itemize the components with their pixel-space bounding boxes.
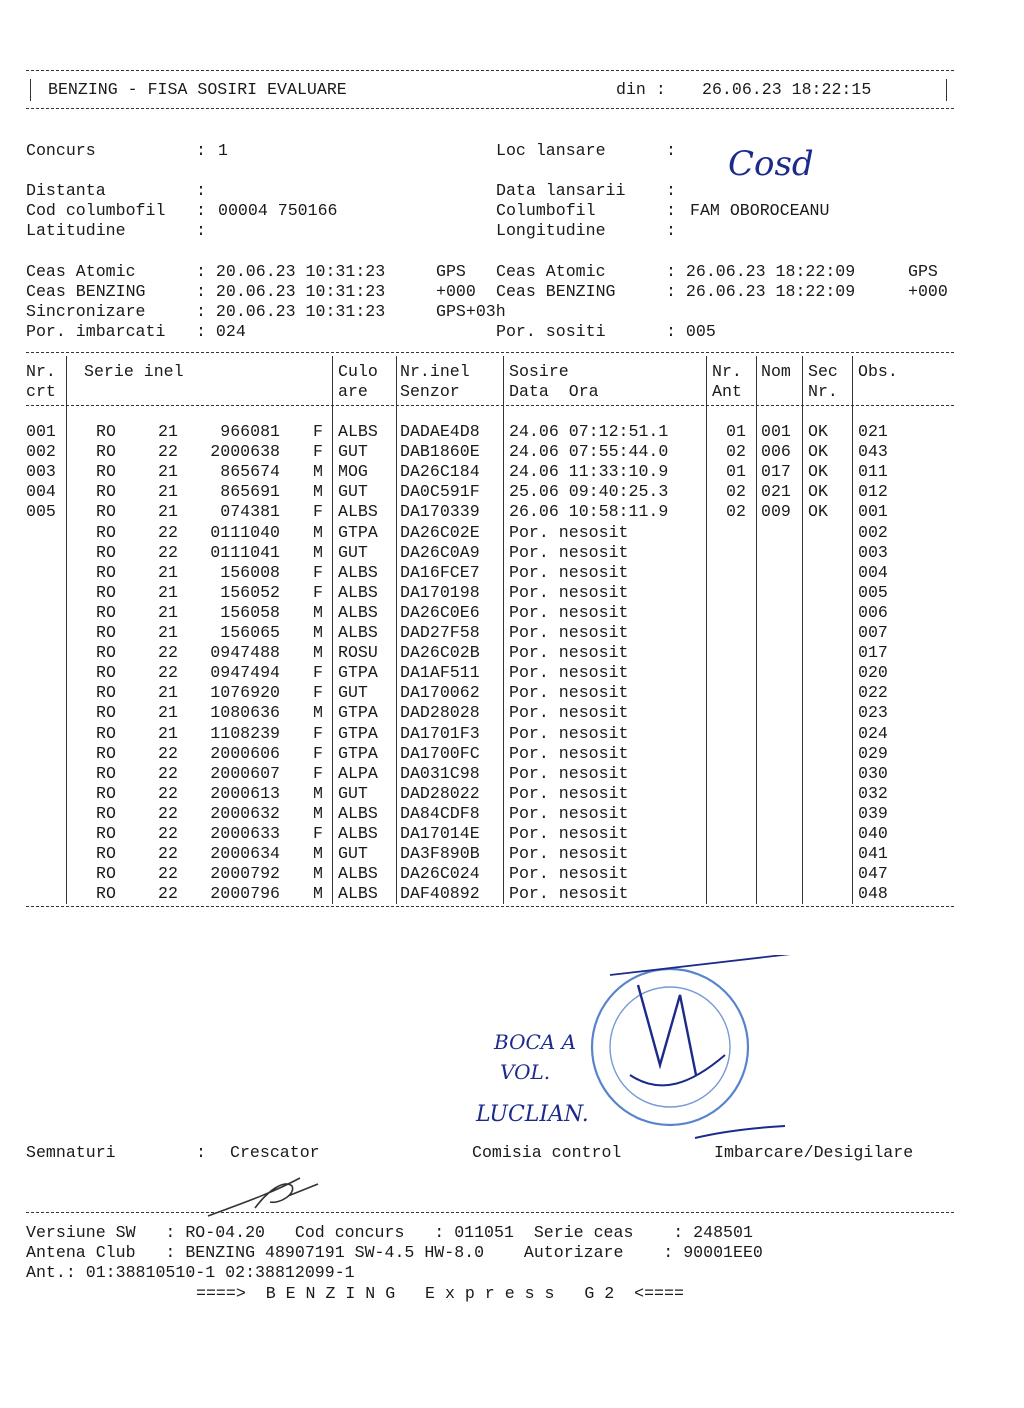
table-header: Nr.	[712, 362, 742, 381]
row-sex: M	[313, 522, 323, 542]
info-sep: :	[196, 141, 206, 160]
row-ring: 2000638	[210, 442, 280, 462]
table-header: Sosire	[509, 362, 569, 381]
clock-label: Por. sositi	[496, 322, 606, 341]
table-header: Ant	[712, 382, 742, 401]
table-header: Culo	[338, 362, 378, 381]
row-ring: 865691	[220, 482, 280, 502]
row-country: RO	[96, 824, 116, 843]
row-color: GUT	[338, 442, 368, 462]
row-ring: 865674	[220, 462, 280, 482]
row-sensor: DA1700FC	[400, 743, 480, 763]
table-column-divider	[66, 356, 67, 904]
info-sep: :	[666, 221, 676, 240]
header-right-border	[946, 79, 947, 101]
row-color: GTPA	[338, 703, 378, 723]
table-column-divider	[852, 356, 853, 904]
row-country: RO	[96, 422, 116, 441]
clock-label: Ceas Atomic	[496, 262, 606, 281]
row-sensor: DA170062	[400, 683, 480, 703]
info-sep: :	[666, 181, 676, 200]
table-rule	[26, 352, 954, 353]
row-arrival: Por. nesosit	[509, 542, 629, 562]
row-sensor: DA26C02E	[400, 522, 480, 542]
row-arrival: Por. nesosit	[509, 783, 629, 803]
row-country: RO	[96, 623, 116, 642]
clock-label: Por. imbarcati	[26, 322, 166, 341]
row-country: RO	[96, 683, 116, 703]
row-color: ALBS	[338, 422, 378, 441]
row-nom: 001	[761, 422, 791, 441]
row-arrival: Por. nesosit	[509, 864, 629, 884]
row-obs: 021	[858, 422, 888, 441]
row-sensor: DA1AF511	[400, 663, 480, 683]
table-header: crt	[26, 382, 56, 401]
row-obs: 029	[858, 743, 888, 763]
clock-label: Ceas BENZING	[26, 282, 146, 301]
row-obs: 022	[858, 683, 888, 703]
row-color: ALBS	[338, 623, 378, 642]
footer-brand: ====> B E N Z I N G E x p r e s s G 2 <====	[196, 1284, 684, 1303]
row-color: ALBS	[338, 502, 378, 522]
row-ring: 2000606	[210, 743, 280, 763]
row-country: RO	[96, 542, 116, 562]
row-color: GTPA	[338, 743, 378, 763]
row-color: GTPA	[338, 723, 378, 743]
handwritten-name-1: BOCA A	[494, 1030, 577, 1054]
row-sex: M	[313, 844, 323, 864]
clock-value: : 005	[666, 322, 716, 341]
table-header: Obs.	[858, 362, 898, 381]
row-obs: 012	[858, 482, 888, 502]
info-sep: :	[196, 181, 206, 200]
row-arrival: Por. nesosit	[509, 723, 629, 743]
info-label: Data lansarii	[496, 181, 626, 200]
row-obs: 023	[858, 703, 888, 723]
row-sensor: DA17014E	[400, 824, 480, 843]
row-sensor: DA26C184	[400, 462, 480, 482]
row-arrival: Por. nesosit	[509, 884, 629, 904]
row-color: ALBS	[338, 884, 378, 904]
row-year: 22	[158, 884, 178, 904]
row-color: ALBS	[338, 602, 378, 622]
imbarcare-label: Imbarcare/Desigilare	[714, 1143, 914, 1162]
row-sex: M	[313, 623, 323, 642]
row-arrival: 25.06 09:40:25.3	[509, 482, 669, 502]
row-country: RO	[96, 783, 116, 803]
row-nr: 003	[26, 462, 56, 482]
row-country: RO	[96, 763, 116, 783]
table-column-divider	[503, 356, 504, 904]
row-country: RO	[96, 703, 116, 723]
signatures-label: Semnaturi	[26, 1143, 116, 1162]
row-year: 22	[158, 783, 178, 803]
info-label: Longitudine	[496, 221, 606, 240]
row-year: 22	[158, 643, 178, 663]
info-sep: :	[666, 201, 676, 220]
info-value: FAM OBOROCEANU	[690, 201, 830, 220]
row-sensor: DA16FCE7	[400, 562, 480, 582]
row-arrival: Por. nesosit	[509, 602, 629, 622]
row-year: 22	[158, 522, 178, 542]
footer-line-1: Versiune SW : RO-04.20 Cod concurs : 011051 Serie ceas : 248501	[26, 1223, 753, 1242]
row-arrival: Por. nesosit	[509, 562, 629, 582]
info-value: 1	[218, 141, 228, 160]
row-obs: 003	[858, 542, 888, 562]
row-arrival: Por. nesosit	[509, 683, 629, 703]
row-arrival: Por. nesosit	[509, 824, 629, 843]
row-sex: M	[313, 542, 323, 562]
row-obs: 047	[858, 864, 888, 884]
row-arrival: 24.06 11:33:10.9	[509, 462, 669, 482]
table-rule	[26, 906, 954, 907]
row-arrival: Por. nesosit	[509, 582, 629, 602]
clock-value: : 20.06.23 10:31:23	[196, 282, 386, 301]
row-sensor: DAD27F58	[400, 623, 480, 642]
row-country: RO	[96, 864, 116, 884]
row-sensor: DAD28028	[400, 703, 480, 723]
row-arrival: Por. nesosit	[509, 643, 629, 663]
info-label: Distanta	[26, 181, 106, 200]
row-color: GUT	[338, 482, 368, 502]
clock-suffix: GPS	[908, 262, 938, 281]
row-sensor: DA031C98	[400, 763, 480, 783]
clock-value: : 024	[196, 322, 246, 341]
table-header: Nr.	[26, 362, 56, 381]
row-color: ALPA	[338, 763, 378, 783]
row-sensor: DADAE4D8	[400, 422, 480, 441]
signature-crescator	[200, 1168, 330, 1224]
table-header: Nom	[761, 362, 791, 381]
table-column-divider	[802, 356, 803, 904]
row-ring: 2000792	[210, 864, 280, 884]
clock-suffix: GPS+03h	[436, 302, 506, 321]
row-year: 22	[158, 864, 178, 884]
row-ring: 156065	[220, 623, 280, 642]
row-color: GUT	[338, 844, 368, 864]
table-header: Nr.	[808, 382, 838, 401]
row-arrival: 24.06 07:12:51.1	[509, 422, 669, 441]
row-ring: 2000634	[210, 844, 280, 864]
clock-label: Ceas Atomic	[26, 262, 136, 281]
row-ring: 1076920	[210, 683, 280, 703]
row-color: GTPA	[338, 522, 378, 542]
row-sensor: DA26C0A9	[400, 542, 480, 562]
table-rule	[26, 405, 954, 406]
row-nom: 006	[761, 442, 791, 462]
row-country: RO	[96, 803, 116, 823]
row-ring: 0947488	[210, 643, 280, 663]
row-country: RO	[96, 502, 116, 522]
row-country: RO	[96, 723, 116, 743]
row-year: 21	[158, 422, 178, 441]
row-antenna: 02	[726, 442, 746, 462]
row-obs: 004	[858, 562, 888, 582]
row-year: 21	[158, 502, 178, 522]
clock-suffix: +000	[908, 282, 948, 301]
row-nom: 009	[761, 502, 791, 522]
row-year: 22	[158, 542, 178, 562]
row-ring: 156008	[220, 562, 280, 582]
row-year: 21	[158, 683, 178, 703]
row-obs: 007	[858, 623, 888, 642]
date-label: din :	[616, 80, 666, 99]
table-column-divider	[332, 356, 333, 904]
clock-value: : 26.06.23 18:22:09	[666, 262, 856, 281]
row-sex: F	[313, 723, 323, 743]
clock-suffix: +000	[436, 282, 476, 301]
row-sex: M	[313, 643, 323, 663]
row-sex: F	[313, 763, 323, 783]
row-obs: 043	[858, 442, 888, 462]
row-antenna: 01	[726, 422, 746, 441]
row-year: 22	[158, 803, 178, 823]
handwritten-name-3: LUCLIAN.	[476, 1102, 589, 1127]
info-sep: :	[666, 141, 676, 160]
row-ring: 2000633	[210, 824, 280, 843]
row-sensor: DA26C0E6	[400, 602, 480, 622]
row-color: ROSU	[338, 643, 378, 663]
row-ring: 156052	[220, 582, 280, 602]
row-obs: 011	[858, 462, 888, 482]
row-nr: 004	[26, 482, 56, 502]
row-obs: 030	[858, 763, 888, 783]
row-year: 22	[158, 743, 178, 763]
row-obs: 017	[858, 643, 888, 663]
row-sensor: DA0C591F	[400, 482, 480, 502]
row-arrival: Por. nesosit	[509, 522, 629, 542]
row-obs: 041	[858, 844, 888, 864]
row-sensor: DA26C024	[400, 864, 480, 884]
row-obs: 024	[858, 723, 888, 743]
info-label: Concurs	[26, 141, 96, 160]
row-arrival: Por. nesosit	[509, 663, 629, 683]
row-sensor: DA3F890B	[400, 844, 480, 864]
row-country: RO	[96, 663, 116, 683]
row-color: ALBS	[338, 824, 378, 843]
row-color: ALBS	[338, 562, 378, 582]
row-sensor: DAD28022	[400, 783, 480, 803]
row-sec: OK	[808, 442, 828, 462]
row-sex: M	[313, 803, 323, 823]
row-sensor: DA170198	[400, 582, 480, 602]
handwritten-loc: Cosd	[728, 144, 814, 184]
row-ring: 156058	[220, 602, 280, 622]
clock-suffix: GPS	[436, 262, 466, 281]
row-sec: OK	[808, 462, 828, 482]
row-sensor: DA1701F3	[400, 723, 480, 743]
row-antenna: 02	[726, 502, 746, 522]
row-country: RO	[96, 522, 116, 542]
info-label: Columbofil	[496, 201, 596, 220]
row-year: 22	[158, 663, 178, 683]
row-nr: 005	[26, 502, 56, 522]
row-ring: 0111041	[210, 542, 280, 562]
row-arrival: 24.06 07:55:44.0	[509, 442, 669, 462]
row-ring: 2000632	[210, 803, 280, 823]
row-sex: F	[313, 663, 323, 683]
row-ring: 0947494	[210, 663, 280, 683]
row-sex: F	[313, 683, 323, 703]
table-header: Data Ora	[509, 382, 599, 401]
report-title: BENZING - FISA SOSIRI EVALUARE	[48, 80, 347, 99]
table-column-divider	[756, 356, 757, 904]
row-sex: M	[313, 864, 323, 884]
row-year: 21	[158, 723, 178, 743]
row-country: RO	[96, 743, 116, 763]
row-color: ALBS	[338, 803, 378, 823]
row-year: 22	[158, 844, 178, 864]
row-sex: F	[313, 824, 323, 843]
table-header: are	[338, 382, 368, 401]
row-obs: 048	[858, 884, 888, 904]
row-antenna: 01	[726, 462, 746, 482]
info-sep: :	[196, 221, 206, 240]
row-sex: F	[313, 422, 323, 441]
comisia-label: Comisia control	[472, 1143, 622, 1162]
row-sex: F	[313, 562, 323, 582]
row-obs: 005	[858, 582, 888, 602]
row-sex: M	[313, 462, 323, 482]
row-year: 22	[158, 824, 178, 843]
row-nom: 021	[761, 482, 791, 502]
footer-line-3: Ant.: 01:38810510-1 02:38812099-1	[26, 1263, 355, 1282]
row-sec: OK	[808, 502, 828, 522]
row-sensor: DAB1860E	[400, 442, 480, 462]
row-sex: M	[313, 703, 323, 723]
date-value: 26.06.23 18:22:15	[702, 80, 872, 99]
row-country: RO	[96, 844, 116, 864]
row-arrival: Por. nesosit	[509, 743, 629, 763]
row-ring: 2000796	[210, 884, 280, 904]
row-sex: F	[313, 743, 323, 763]
row-country: RO	[96, 643, 116, 663]
row-color: ALBS	[338, 864, 378, 884]
row-country: RO	[96, 482, 116, 502]
row-arrival: Por. nesosit	[509, 763, 629, 783]
header-top-border	[26, 70, 954, 71]
row-sex: M	[313, 482, 323, 502]
row-year: 21	[158, 703, 178, 723]
row-country: RO	[96, 442, 116, 462]
header-bottom-border	[26, 108, 954, 109]
clock-value: : 26.06.23 18:22:09	[666, 282, 856, 301]
row-arrival: 26.06 10:58:11.9	[509, 502, 669, 522]
row-color: GUT	[338, 542, 368, 562]
row-ring: 2000607	[210, 763, 280, 783]
row-obs: 001	[858, 502, 888, 522]
row-country: RO	[96, 884, 116, 904]
row-nom: 017	[761, 462, 791, 482]
row-year: 21	[158, 482, 178, 502]
row-sex: M	[313, 783, 323, 803]
row-antenna: 02	[726, 482, 746, 502]
footer-line-2: Antena Club : BENZING 48907191 SW-4.5 HW-8.0 Autorizare : 90001EE0	[26, 1243, 763, 1262]
info-value: 00004 750166	[218, 201, 338, 220]
clock-label: Ceas BENZING	[496, 282, 616, 301]
row-year: 21	[158, 582, 178, 602]
row-color: ALBS	[338, 582, 378, 602]
row-obs: 032	[858, 783, 888, 803]
row-sensor: DA26C02B	[400, 643, 480, 663]
row-country: RO	[96, 562, 116, 582]
row-country: RO	[96, 582, 116, 602]
table-header: Sec	[808, 362, 838, 381]
table-header: Serie inel	[84, 362, 184, 381]
row-nr: 001	[26, 422, 56, 441]
handwritten-name-2: VOL.	[500, 1060, 551, 1084]
table-header: Senzor	[400, 382, 460, 401]
row-year: 21	[158, 602, 178, 622]
row-sec: OK	[808, 422, 828, 441]
row-sex: F	[313, 502, 323, 522]
row-year: 21	[158, 462, 178, 482]
row-ring: 0111040	[210, 522, 280, 542]
row-sec: OK	[808, 482, 828, 502]
info-label: Latitudine	[26, 221, 126, 240]
clock-value: : 20.06.23 10:31:23	[196, 302, 386, 321]
row-color: GUT	[338, 783, 368, 803]
clock-label: Sincronizare	[26, 302, 146, 321]
row-year: 21	[158, 562, 178, 582]
row-obs: 020	[858, 663, 888, 683]
crescator-label: Crescator	[230, 1143, 320, 1162]
row-arrival: Por. nesosit	[509, 844, 629, 864]
table-column-divider	[396, 356, 397, 904]
info-label: Cod columbofil	[26, 201, 166, 220]
row-ring: 1108239	[210, 723, 280, 743]
header-left-border	[30, 79, 31, 101]
row-sensor: DA170339	[400, 502, 480, 522]
row-ring: 966081	[220, 422, 280, 441]
row-sensor: DA84CDF8	[400, 803, 480, 823]
info-sep: :	[196, 201, 206, 220]
row-sex: M	[313, 884, 323, 904]
row-sex: F	[313, 442, 323, 462]
row-year: 22	[158, 442, 178, 462]
row-year: 21	[158, 623, 178, 642]
row-ring: 074381	[220, 502, 280, 522]
row-color: GTPA	[338, 663, 378, 683]
row-sex: M	[313, 602, 323, 622]
row-obs: 002	[858, 522, 888, 542]
row-sex: F	[313, 582, 323, 602]
row-country: RO	[96, 462, 116, 482]
row-obs: 039	[858, 803, 888, 823]
row-obs: 006	[858, 602, 888, 622]
info-label: Loc lansare	[496, 141, 606, 160]
row-arrival: Por. nesosit	[509, 803, 629, 823]
table-column-divider	[706, 356, 707, 904]
row-color: MOG	[338, 462, 368, 482]
row-arrival: Por. nesosit	[509, 703, 629, 723]
footer-border	[26, 1212, 954, 1213]
row-nr: 002	[26, 442, 56, 462]
row-sensor: DAF40892	[400, 884, 480, 904]
row-obs: 040	[858, 824, 888, 843]
row-arrival: Por. nesosit	[509, 623, 629, 642]
row-ring: 2000613	[210, 783, 280, 803]
row-ring: 1080636	[210, 703, 280, 723]
table-header: Nr.inel	[400, 362, 470, 381]
signatures-sep: :	[196, 1143, 206, 1162]
row-year: 22	[158, 763, 178, 783]
row-color: GUT	[338, 683, 368, 703]
clock-value: : 20.06.23 10:31:23	[196, 262, 386, 281]
row-country: RO	[96, 602, 116, 622]
